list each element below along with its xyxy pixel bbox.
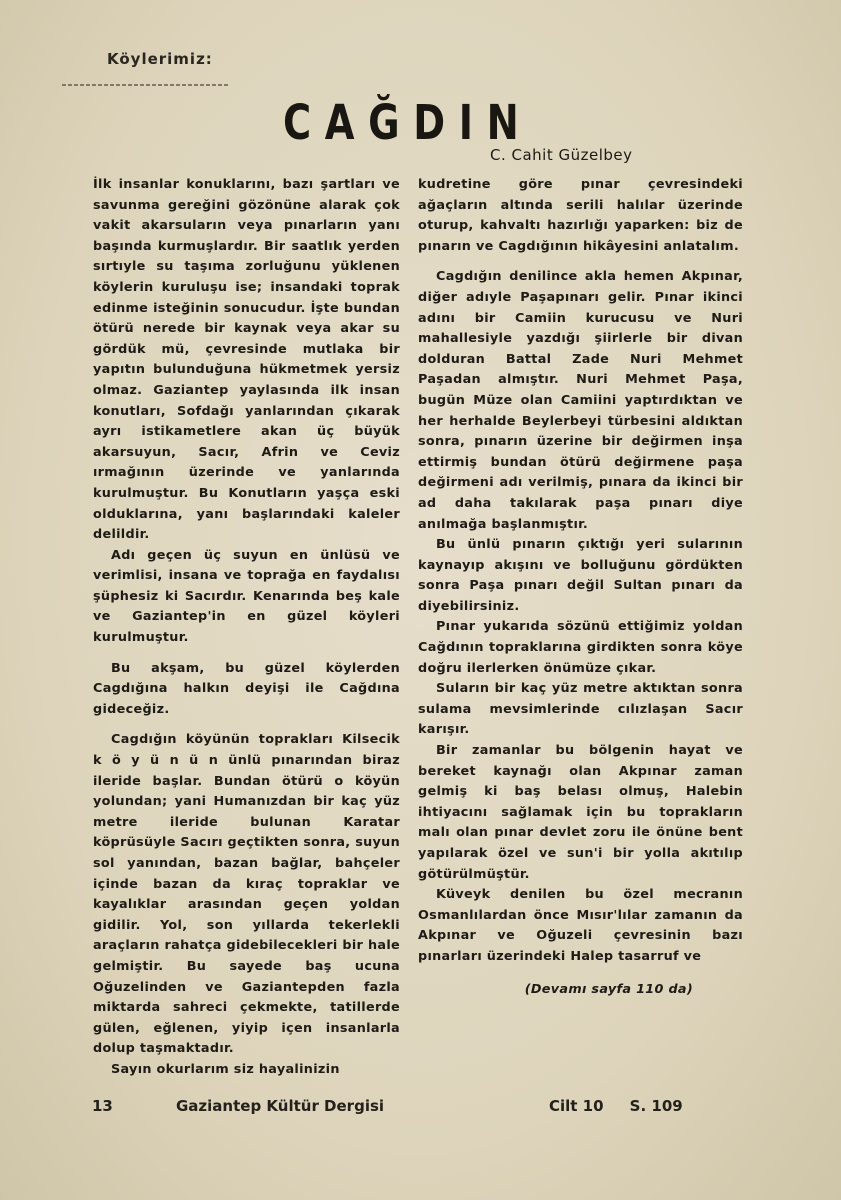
paragraph: Cagdığın köyünün toprakları Kilsecik k ö y ü n ü n ünlü pınarından biraz ileride başlar. Bundan ötürü o köyün yolundan; yani Humanızdan bir kaç yüz metre ileride bulunan Karatar köprüsüyle Sacırı geçtikten sonra, suyun sol yanından, bazan bağlar, bahçeler içinde bazan da kıraç topraklar ve kayalıklar arasından geçen yoldan gidilir. Yol, son yıllarda tekerlekli araçların rahatça gidebilecekleri bir hale gelmiştir. Bu sayede baş ucuna Oğuzelinden ve Gaziantepden fazla miktarda sahreci çekmekte, tatillerde gülen, eğlenen, yiyip içen insanlarla dolup taşmaktadır.: [93, 732, 400, 1057]
paragraph: Küveyk denilen bu özel mecranın Osmanlılardan önce Mısır'lılar zamanın da Akpınar ve Oğuzeli çevresinin bazı pınarları üzerindeki Halep tasarruf ve: [418, 887, 743, 964]
section-label: Köylerimiz:: [107, 50, 213, 68]
paragraph: Bir zamanlar bu bölgenin hayat ve bereket kaynağı olan Akpınar zaman gelmiş ki baş belası olmuş, Halebin ihtiyacını sağlamak için bu toprakların malı olan pınar devlet zoru ile önüne bent yapılarak özel ve sun'i bir yolla akıtılıp götürülmüştür.: [418, 743, 743, 882]
right-column: [418, 175, 743, 1000]
paragraph: Sayın okurlarım siz hayalinizin: [111, 1061, 340, 1077]
paragraph: Adı geçen üç suyun en ünlüsü ve verimlisi, insana ve toprağa en faydalısı şüphesiz ki Sacırdır. Kenarında beş kale ve Gaziantep'in en güzel köyleri kurulmuştur.: [93, 547, 400, 646]
continued-note: (Devamı sayfa 110 da): [524, 981, 693, 997]
page-number: 13: [92, 1097, 113, 1115]
paragraph: Cagdığın denilince akla hemen Akpınar, diğer adıyle Paşapınarı gelir. Pınar ikinci adını bir Camiin kurucusu ve Nuri mahallesiyle yazdığı şiirlerle bir divan dolduran Battal Zade Nuri Mehmet Paşadan almıştır. Nuri Mehmet Paşa, bugün Müze olan Camiini yaptırdıktan ve her herhalde Beylerbeyi türbesini aldıktan sonra, pınarın üzerine bir değirmen inşa ettirmiş bundan ötürü değirmene paşa değirmeni adı verilmiş, pınara da ikinci bir ad daha takılarak paşa pınarı diye anılmağa başlanmıştır.: [418, 269, 743, 532]
paragraph: Pınar yukarıda sözünü ettiğimiz yoldan Cağdının topraklarına girdikten sonra köye doğru ilerlerken önümüze çıkar.: [418, 619, 743, 676]
paragraph: kudretine göre pınar çevresindeki ağaçların altında serili halılar üzerinde oturup, kahvaltı hazırlığı yaparken: biz de pınarın ve Cagdığının hikâyesini anlatalım.: [418, 177, 743, 254]
article-title: CAĞDIN: [283, 95, 533, 151]
left-column: [93, 175, 400, 1081]
issue-info: Cilt 10 S. 109: [549, 1097, 683, 1115]
paragraph: Bu ünlü pınarın çıktığı yeri sularının kaynayıp akışını ve bolluğunu gördükten sonra Paşa pınarı değil Sultan pınarı da diyebilirsiniz.: [418, 537, 743, 614]
paragraph: Bu akşam, bu güzel köylerden Cagdığına halkın deyişi ile Cağdına gideceğiz.: [93, 660, 400, 717]
decorative-rule: [62, 84, 230, 86]
paragraph: İlk insanlar konuklarını, bazı şartları ve savunma gereğini gözönüne alarak çok vakit akarsuların veya pınarların yanı başında kurmuşlardır. Bir saatlık yerden sırtıyle su taşıma zorluğunu yüklenen köylerin kuruluşu ise; insandaki toprak edinme isteğinin sonucudur. İşte bundan ötürü nerede bir kaynak veya akar su gördük mü, çevresinde mutlaka bir yapıtın bulunduğuna hükmetmek yersiz olmaz. Gaziantep yaylasında ilk insan konutları, Sofdağı yanlarından çıkarak ayrı istikametlere akan üç büyük akarsuyun, Sacır, Afrin ve Ceviz ırmağının üzerinde ve yanlarında kurulmuştur. Bu Konutların yaşça eski olduklarına, yanı başlarındaki kaleler delildir.: [93, 177, 400, 543]
author-name: C. Cahit Güzelbey: [490, 146, 633, 164]
paragraph: Suların bir kaç yüz metre aktıktan sonra sulama mevsimlerinde cılızlaşan Sacır karışır.: [418, 681, 743, 738]
magazine-name: Gaziantep Kültür Dergisi: [176, 1097, 385, 1115]
